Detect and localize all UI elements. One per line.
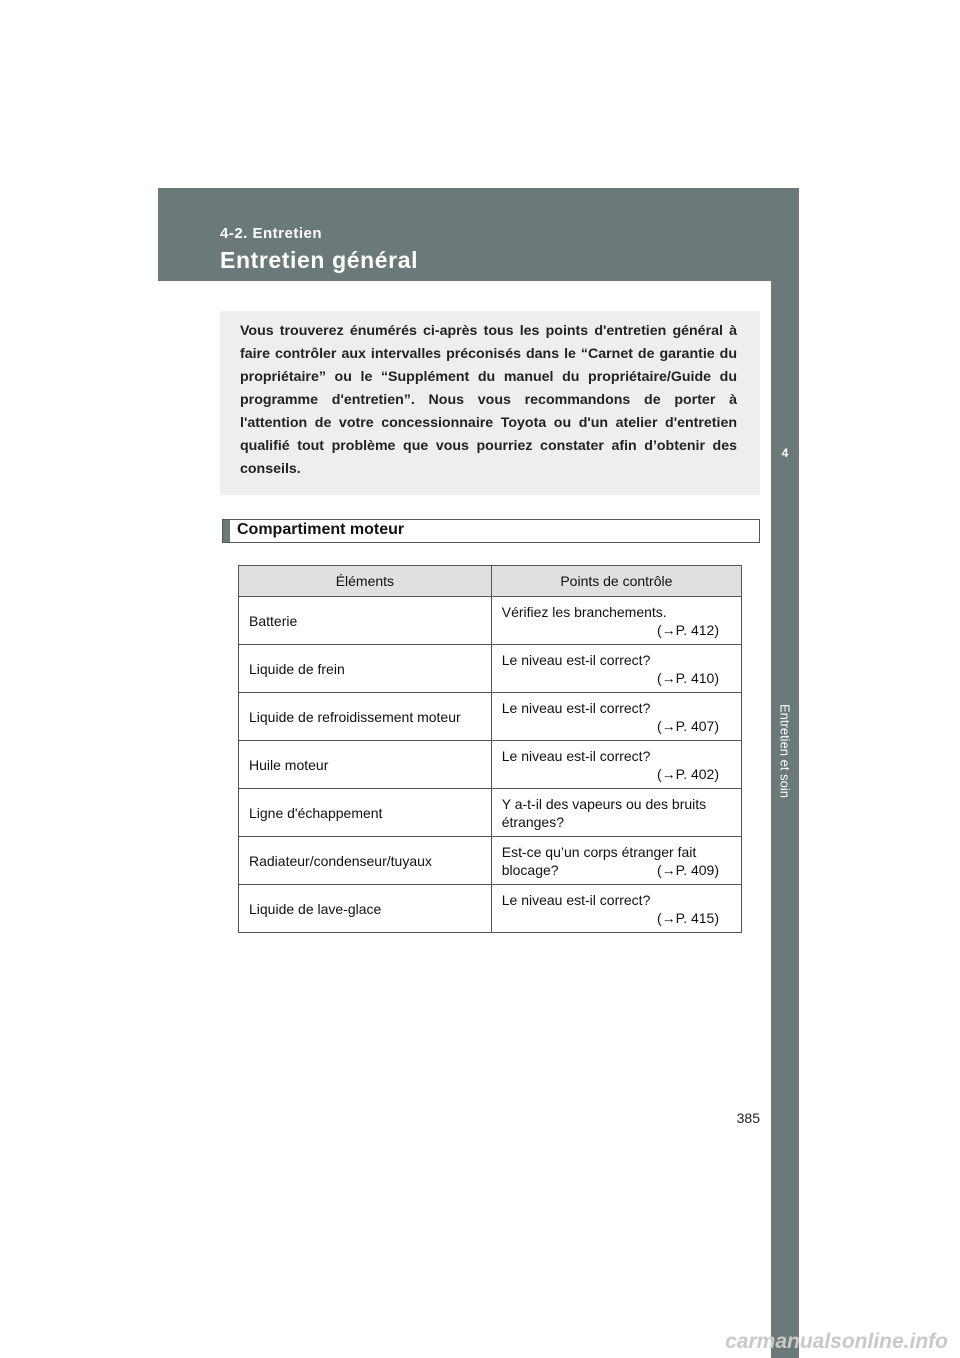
check-text: Y a-t-il des vapeurs ou des bruits étranges? <box>501 795 707 830</box>
table-row <box>239 789 742 837</box>
check-text: Est-ce qu’un corps étranger fait <box>501 843 697 860</box>
chapter-title-vertical <box>771 704 799 834</box>
table-row <box>239 597 742 645</box>
check-cell <box>491 837 741 885</box>
header-checkpoints: Points de contrôle <box>491 566 741 597</box>
subsection-title: Compartiment moteur <box>237 521 405 538</box>
element-cell: Liquide de frein <box>239 645 492 693</box>
table-row <box>239 693 742 741</box>
check-text-line2-label: blocage? <box>501 861 559 878</box>
table-header-row <box>239 566 742 597</box>
table-row <box>239 645 742 693</box>
check-cell <box>491 741 741 789</box>
chapter-title-text: Entretien et soin <box>777 704 793 798</box>
subsection-bar <box>223 520 230 542</box>
check-text: Vérifiez les branchements. <box>501 603 667 620</box>
check-text: Le niveau est-il correct? <box>501 651 651 668</box>
check-text-line2 <box>502 861 731 879</box>
check-text: Le niveau est-il correct? <box>501 891 651 908</box>
check-cell <box>491 789 741 837</box>
page-reference: (→P. 407) <box>657 717 719 734</box>
chapter-header <box>158 188 799 281</box>
check-text: Le niveau est-il correct? <box>501 747 651 764</box>
chapter-number: 4 <box>781 446 789 460</box>
element-cell: Huile moteur <box>239 741 492 789</box>
table-row <box>239 885 742 933</box>
check-cell <box>491 645 741 693</box>
table-row <box>239 741 742 789</box>
element-cell: Radiateur/condenseur/tuyaux <box>239 837 492 885</box>
subsection-heading <box>222 519 760 543</box>
page-reference: (→P. 415) <box>657 909 719 926</box>
check-cell <box>491 597 741 645</box>
element-cell: Liquide de refroidissement moteur <box>239 693 492 741</box>
check-text: Le niveau est-il correct? <box>501 699 651 716</box>
page-title: Entretien général <box>220 247 419 273</box>
element-cell: Ligne d'échappement <box>239 789 492 837</box>
page-reference: (→P. 409) <box>657 861 719 878</box>
check-cell <box>491 885 741 933</box>
table-row <box>239 837 742 885</box>
page-reference: (→P. 402) <box>657 765 719 782</box>
intro-box <box>220 311 760 495</box>
check-cell <box>491 693 741 741</box>
page-number: 385 <box>736 1110 760 1126</box>
element-cell: Liquide de lave-glace <box>239 885 492 933</box>
page-reference: (→P. 412) <box>657 621 719 638</box>
header-elements: Éléments <box>239 566 492 597</box>
maintenance-table <box>238 565 742 933</box>
page-reference: (→P. 410) <box>657 669 719 686</box>
element-cell: Batterie <box>239 597 492 645</box>
intro-text: Vous trouverez énumérés ci-après tous les points d'entretien général à faire contrôler aux intervalles préconisés dans le “Carnet de garantie du propriétaire” ou le “Supplément du manuel du propriétaire/Guide du programme d'entretien”. Nous vous recommandons de porter à l'attention de votre concessionnaire Toyota ou d'un atelier d'entretien qualifié tout problème que vous pourriez constater afin d’obtenir des conseils. <box>240 323 737 477</box>
watermark: carmanualsonline.info <box>725 1330 948 1353</box>
section-label: 4-2. Entretien <box>220 225 323 242</box>
